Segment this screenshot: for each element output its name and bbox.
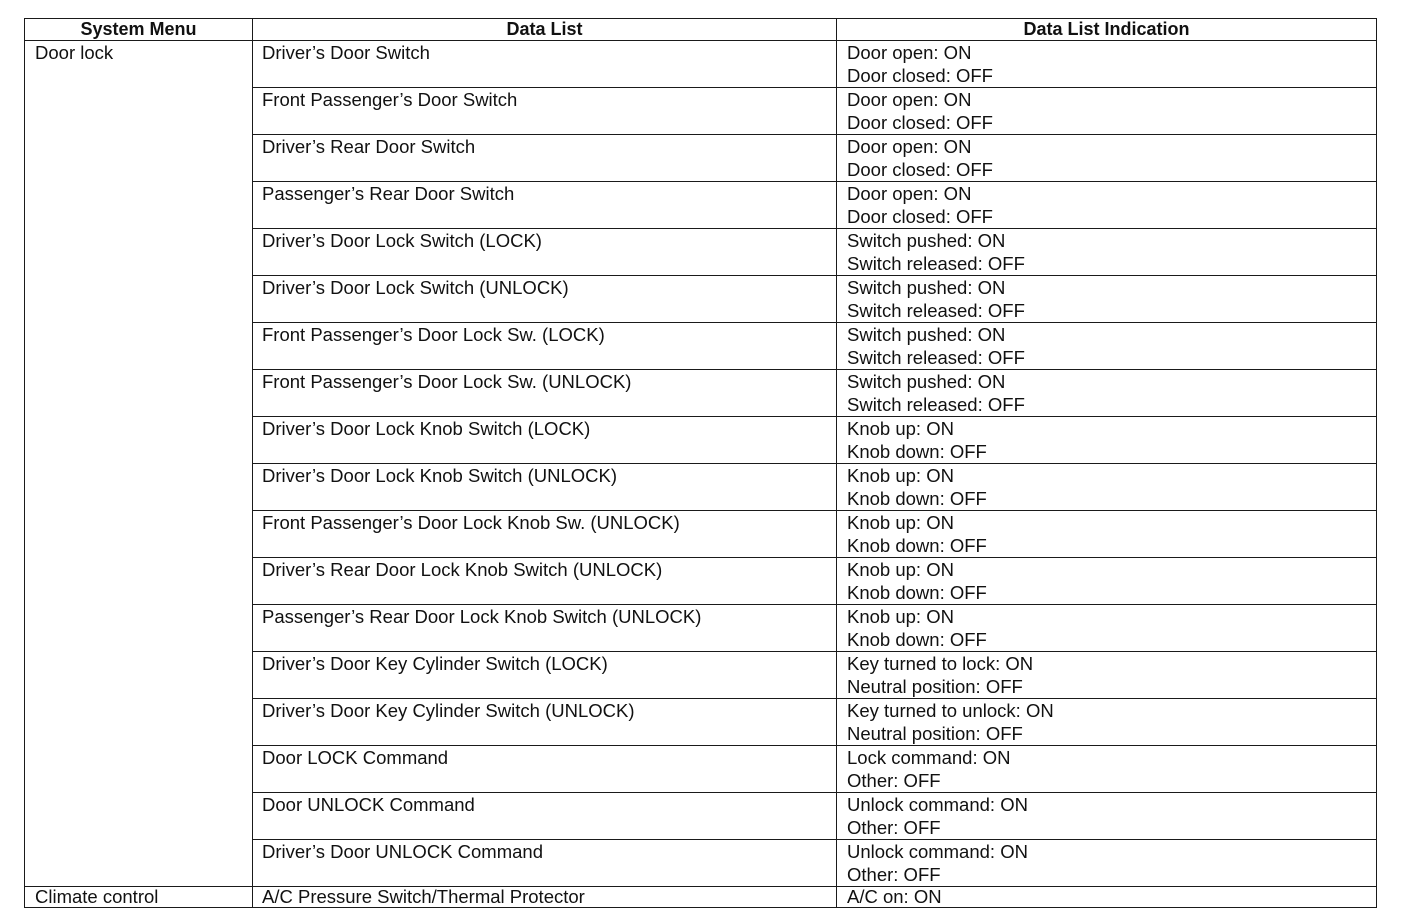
data-list-item: A/C Pressure Switch/Thermal Protector	[253, 887, 837, 908]
indication-on: Door open: ON	[847, 89, 972, 110]
data-list-item: Passenger’s Rear Door Lock Knob Switch (UNLOCK)	[253, 605, 837, 652]
indication-on: Knob up: ON	[847, 418, 954, 439]
indication-off: Knob down: OFF	[847, 582, 987, 603]
indication-on: Unlock command: ON	[847, 841, 1028, 862]
indication-on: Knob up: ON	[847, 512, 954, 533]
indication-on: Door open: ON	[847, 136, 972, 157]
indication-on: Key turned to lock: ON	[847, 653, 1034, 674]
indication-on: Door open: ON	[847, 42, 972, 63]
indication-off: Other: OFF	[847, 864, 941, 885]
indication-on: Lock command: ON	[847, 747, 1011, 768]
indication-off: Knob down: OFF	[847, 629, 987, 650]
indication-off: Door closed: OFF	[847, 159, 993, 180]
indication-off: Door closed: OFF	[847, 65, 993, 86]
data-list-item: Driver’s Door Lock Switch (UNLOCK)	[253, 276, 837, 323]
data-list-table-container	[24, 18, 1376, 908]
indication-cell	[837, 605, 1377, 652]
indication-off: Switch released: OFF	[847, 394, 1025, 415]
header-row	[25, 19, 1377, 41]
data-list-table	[24, 18, 1377, 908]
data-list-item: Driver’s Door Switch	[253, 41, 837, 88]
indication-off: Knob down: OFF	[847, 488, 987, 509]
data-list-item: Driver’s Rear Door Switch	[253, 135, 837, 182]
indication-cell	[837, 840, 1377, 887]
indication-on: Switch pushed: ON	[847, 277, 1006, 298]
indication-cell	[837, 88, 1377, 135]
indication-cell	[837, 182, 1377, 229]
data-list-item: Front Passenger’s Door Lock Sw. (UNLOCK)	[253, 370, 837, 417]
indication-off: Switch released: OFF	[847, 300, 1025, 321]
data-list-item: Driver’s Rear Door Lock Knob Switch (UNLOCK)	[253, 558, 837, 605]
indication-cell	[837, 276, 1377, 323]
indication-on: Knob up: ON	[847, 559, 954, 580]
data-list-item: Passenger’s Rear Door Switch	[253, 182, 837, 229]
table-row	[25, 887, 1377, 908]
data-list-item: Front Passenger’s Door Lock Knob Sw. (UNLOCK)	[253, 511, 837, 558]
data-list-item: Driver’s Door Key Cylinder Switch (UNLOCK)	[253, 699, 837, 746]
indication-cell	[837, 417, 1377, 464]
indication-cell	[837, 558, 1377, 605]
header-system-menu: System Menu	[25, 19, 253, 41]
indication-off: Neutral position: OFF	[847, 723, 1023, 744]
indication-off: Switch released: OFF	[847, 253, 1025, 274]
indication-off: Knob down: OFF	[847, 535, 987, 556]
indication-off: Switch released: OFF	[847, 347, 1025, 368]
header-indication: Data List Indication	[837, 19, 1377, 41]
header-data-list: Data List	[253, 19, 837, 41]
indication-cell	[837, 793, 1377, 840]
indication-off: Door closed: OFF	[847, 112, 993, 133]
data-list-item: Driver’s Door UNLOCK Command	[253, 840, 837, 887]
indication-on: Knob up: ON	[847, 606, 954, 627]
data-list-item: Driver’s Door Lock Switch (LOCK)	[253, 229, 837, 276]
indication-on: Key turned to unlock: ON	[847, 700, 1054, 721]
indication-cell	[837, 135, 1377, 182]
indication-on: Switch pushed: ON	[847, 371, 1006, 392]
indication-cell	[837, 464, 1377, 511]
indication-off: Neutral position: OFF	[847, 676, 1023, 697]
indication-off: Other: OFF	[847, 770, 941, 791]
indication-on: Unlock command: ON	[847, 794, 1028, 815]
indication-cell	[837, 229, 1377, 276]
data-list-item: Door LOCK Command	[253, 746, 837, 793]
data-list-item: Driver’s Door Lock Knob Switch (UNLOCK)	[253, 464, 837, 511]
menu-door-lock: Door lock	[25, 41, 253, 887]
menu-climate-control: Climate control	[25, 887, 253, 908]
indication-on: Switch pushed: ON	[847, 324, 1006, 345]
indication-cell	[837, 370, 1377, 417]
indication-off: Other: OFF	[847, 817, 941, 838]
indication-on: Knob up: ON	[847, 465, 954, 486]
indication-off: Knob down: OFF	[847, 441, 987, 462]
indication-cell	[837, 511, 1377, 558]
data-list-item: Door UNLOCK Command	[253, 793, 837, 840]
indication-cell	[837, 41, 1377, 88]
indication-cell	[837, 699, 1377, 746]
indication-cell	[837, 746, 1377, 793]
indication-cell	[837, 652, 1377, 699]
data-list-item: Driver’s Door Lock Knob Switch (LOCK)	[253, 417, 837, 464]
indication-cell	[837, 887, 1377, 908]
indication-on: Switch pushed: ON	[847, 230, 1006, 251]
indication-on: Door open: ON	[847, 183, 972, 204]
indication-off: Door closed: OFF	[847, 206, 993, 227]
data-list-item: Driver’s Door Key Cylinder Switch (LOCK)	[253, 652, 837, 699]
indication-cell	[837, 323, 1377, 370]
indication-on: A/C on: ON	[847, 886, 942, 907]
data-list-item: Front Passenger’s Door Lock Sw. (LOCK)	[253, 323, 837, 370]
table-row	[25, 41, 1377, 88]
data-list-item: Front Passenger’s Door Switch	[253, 88, 837, 135]
